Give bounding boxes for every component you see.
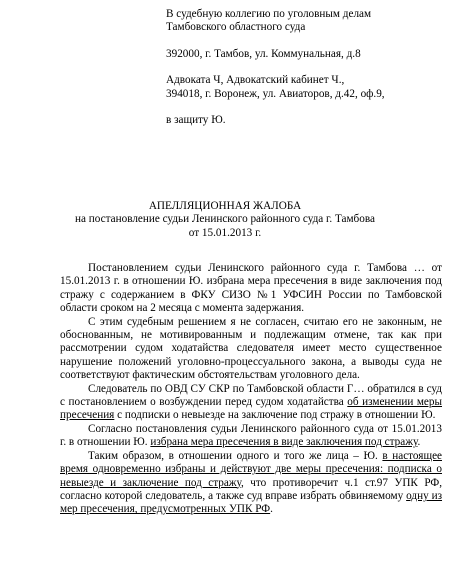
document-title: АПЕЛЛЯЦИОННАЯ ЖАЛОБА bbox=[148, 200, 302, 212]
paragraph-3 bbox=[60, 383, 442, 423]
sender-line-1: Адвоката Ч, Адвокатский кабинет Ч., bbox=[166, 74, 345, 87]
document-subtitle-2: от 15.01.2013 г. bbox=[188, 226, 262, 239]
paragraph-1: Постановлением судьи Ленинского районного суда г. Тамбова … от 15.01.2013 г. в отношении Ю. избрана мера пресечения в виде заключения под стражу с содержанием в ФКУ СИЗО №1 УФСИН России по Тамбовской области сроком на 2 месяца с момента задержания. bbox=[60, 262, 442, 315]
paragraph-5-text-b: , что противоречит ч.1 ст.97 УПК РФ, согласно которой следователь, а также суд вправе избрать обвиняемому bbox=[60, 476, 442, 502]
paragraph-3-underlined: об изменении меры пресечения bbox=[60, 396, 443, 422]
document-subtitle-1: на постановление судьи Ленинского районного суда г. Тамбова bbox=[75, 213, 375, 226]
paragraph-5-underlined-1: в настоящее время одновременно избраны и действуют две меры пресечения: подписка о невыезде и заключение под стражу bbox=[60, 449, 442, 489]
title-block bbox=[0, 200, 450, 240]
paragraph-4-text-a: Согласно постановления судьи Ленинского районного суда от 15.01.2013 г. в отношении Ю. bbox=[60, 422, 442, 449]
sender-line-2: 394018, г. Воронеж, ул. Авиаторов, д.42, оф.9, bbox=[166, 87, 385, 100]
addressee-line-3: 392000, г. Тамбов, ул. Коммунальная, д.8 bbox=[166, 47, 361, 60]
paragraph-4-text-b: . bbox=[417, 436, 421, 449]
paragraph-3-text-b: с подписки о невыезде на заключение под стражу в отношении Ю. bbox=[114, 409, 436, 422]
addressee-line-1: В судебную коллегию по уголовным делам bbox=[166, 8, 372, 20]
paragraph-4 bbox=[60, 423, 442, 450]
paragraph-5-text-c: . bbox=[270, 503, 273, 516]
paragraph-5-text-a: Таким образом, в отношении одного и того же лица – Ю. bbox=[88, 449, 383, 462]
sender-line-3: в защиту Ю. bbox=[166, 114, 226, 127]
paragraph-5 bbox=[60, 450, 442, 517]
paragraph-3-text-a: Следователь по ОВД СУ СКР по Тамбовской области Г… обратился в суд с постановлением о возбуждении перед судом ходатайства bbox=[60, 382, 442, 409]
paragraph-4-underlined: избрана мера пресечения в виде заключения под стражу bbox=[150, 436, 418, 449]
addressee-line-2: Тамбовского областного суда bbox=[166, 21, 306, 34]
header-block bbox=[166, 8, 446, 127]
document-body bbox=[60, 262, 442, 517]
paragraph-2: С этим судебным решением я не согласен, считаю его не законным, не обоснованным, не мотивированным и подлежащим отмене, так как при рассмотрении судом ходатайства следователя имеет место существенное нарушение положений уголовно-процессуального закона, а выводы суда не соответствуют фактическим обстоятельствам уголовного дела. bbox=[60, 315, 442, 382]
paragraph-5-underlined-2: одну из мер пресечения, предусмотренных УПК РФ bbox=[60, 489, 443, 516]
